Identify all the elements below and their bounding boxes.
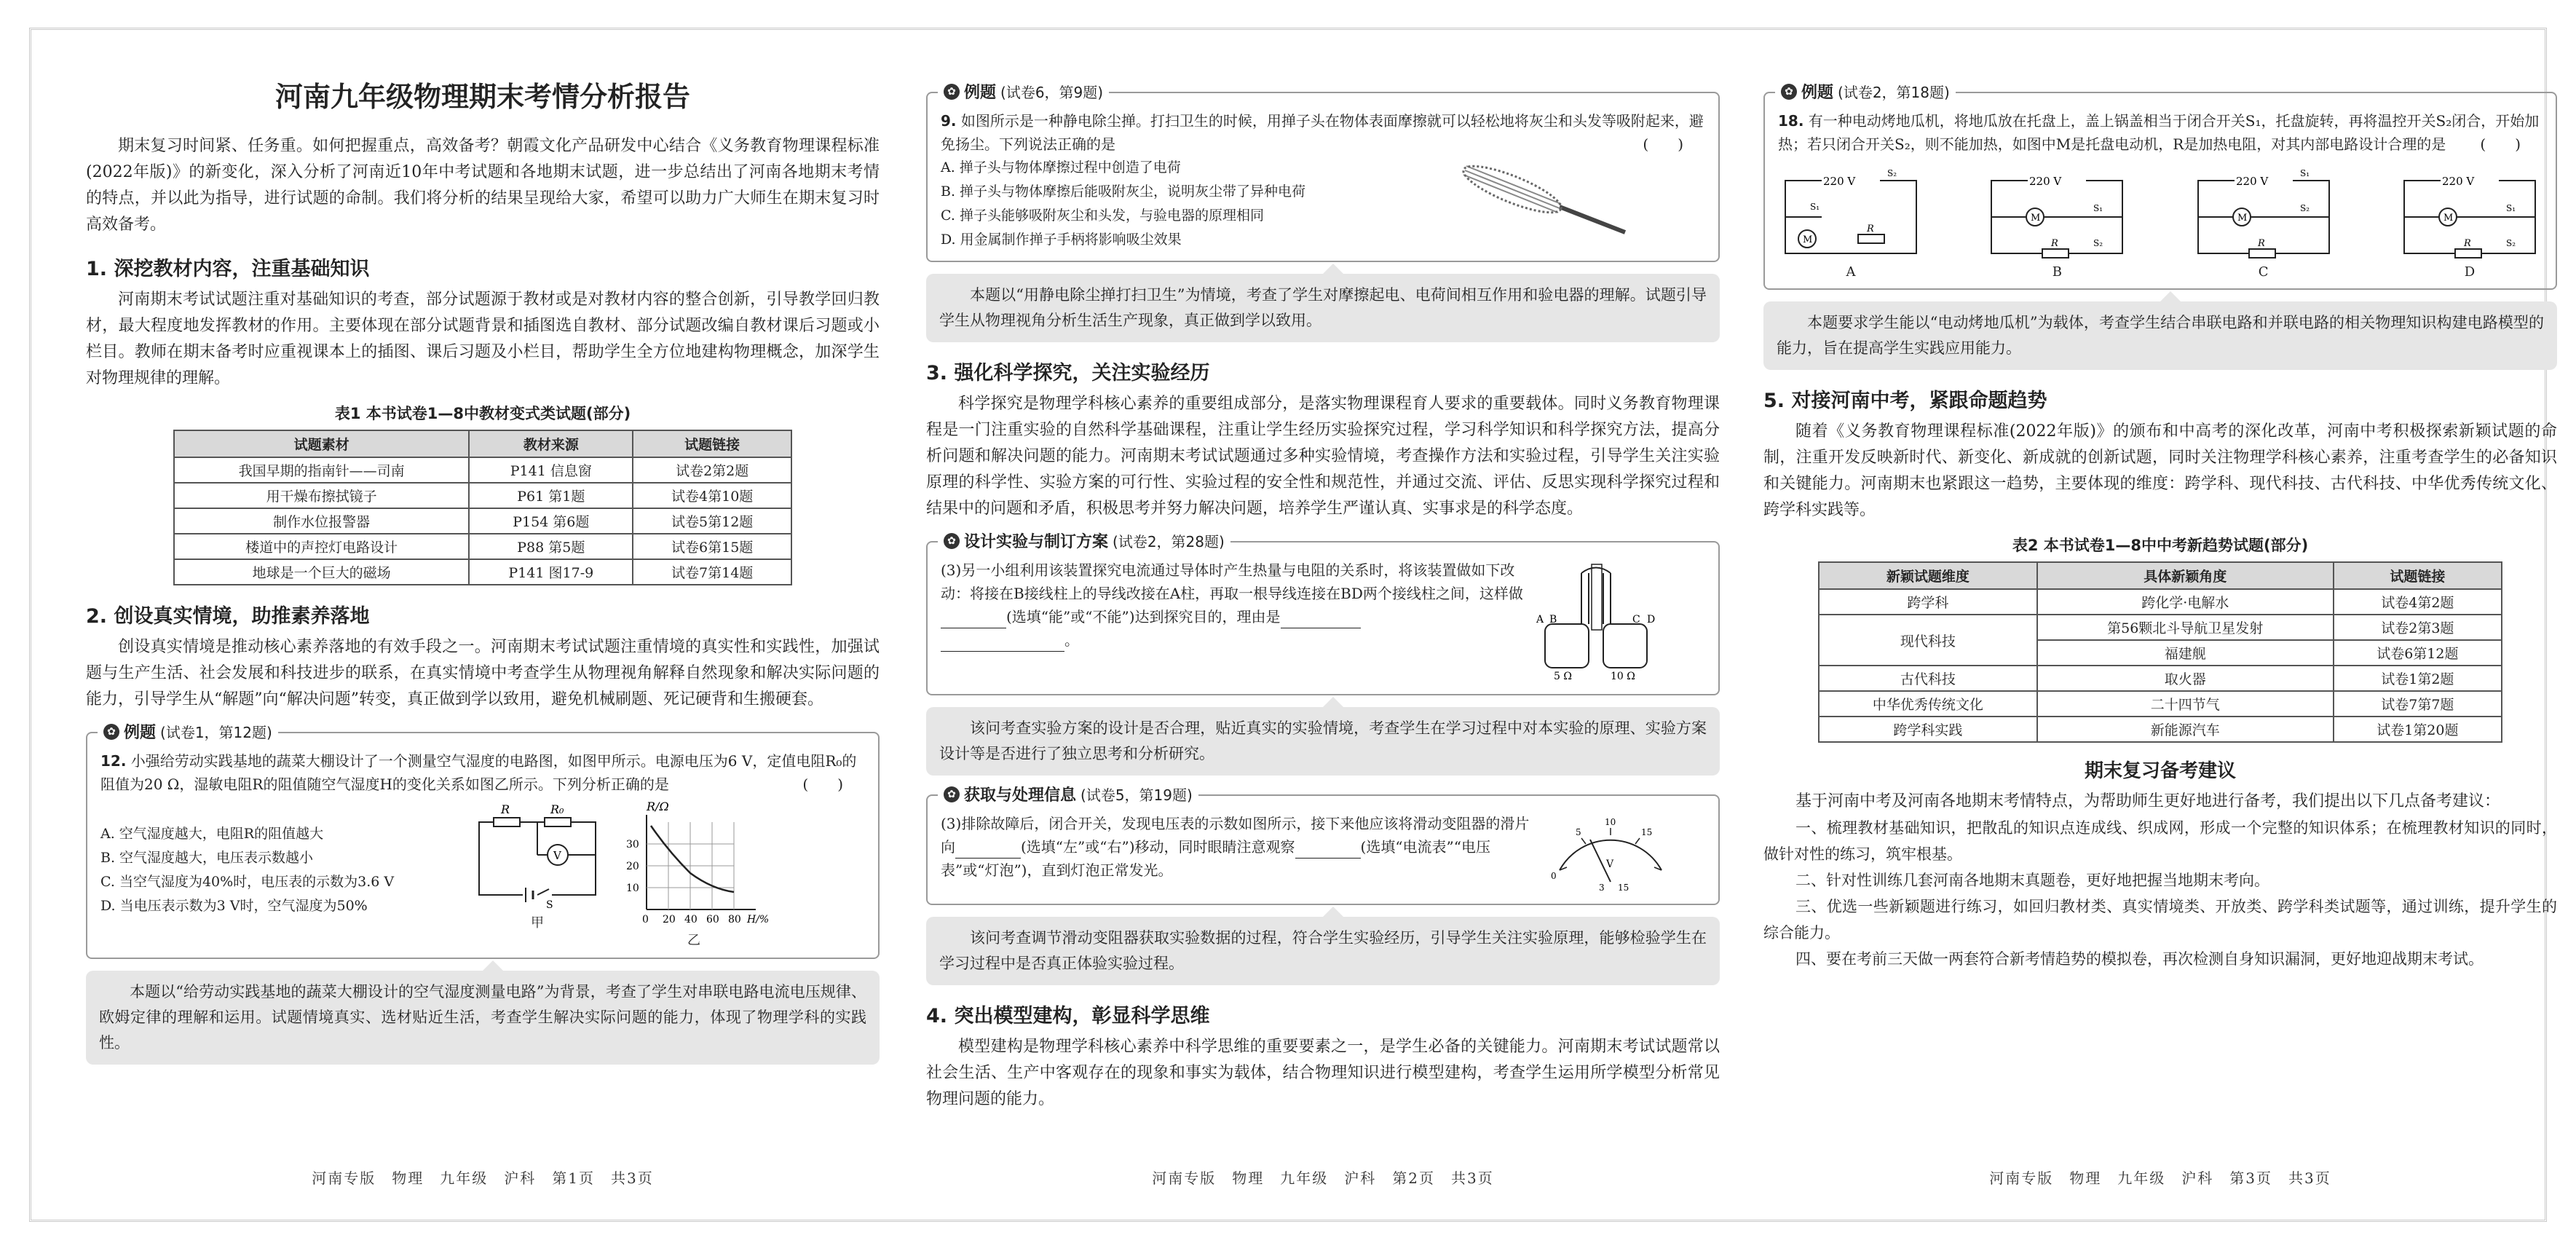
switch-label: S₂ <box>2093 238 2103 248</box>
apparatus-figure <box>1523 559 1705 685</box>
label-s: S <box>546 899 553 909</box>
table-cell: 制作水位报警器 <box>174 508 469 534</box>
gear-icon: ✿ <box>944 786 960 802</box>
question-text: 小强给劳动实践基地的蔬菜大棚设计了一个测量空气湿度的电路图，如图甲所示。电源电压为6 V，定值电阻R₀的阻值为20 Ω，湿敏电阻R的阻值随空气湿度H的变化关系如图乙所示。下列分析正确的是 <box>100 752 857 793</box>
voltage-label: 220 V <box>2441 175 2475 188</box>
column-2 <box>926 52 1720 1167</box>
gear-icon: ✿ <box>103 724 119 740</box>
table-cell: 试卷6第12题 <box>2334 640 2502 666</box>
table-cell: 地球是一个巨大的磁场 <box>174 559 469 585</box>
table-row <box>174 559 791 585</box>
voltage-label: 220 V <box>2029 175 2062 188</box>
option-d: D. 用金属制作掸子手柄将影响吸尘效果 <box>941 232 1182 248</box>
table-cell: 用干燥布擦拭镜子 <box>174 483 469 508</box>
table-cell: 楼道中的声控灯电路设计 <box>174 534 469 559</box>
switch-label: S₂ <box>1887 168 1897 178</box>
table-row <box>1819 589 2502 615</box>
table-cell: 古代科技 <box>1819 666 2037 691</box>
table-cell: 试卷4第2题 <box>2334 589 2502 615</box>
graph-figure-yi <box>610 800 778 949</box>
resistor-label: R <box>2257 238 2265 249</box>
circuit-option-c <box>2191 166 2336 280</box>
answer-blank[interactable] <box>941 612 1006 628</box>
section-5-title: 5. 对接河南中考，紧跟命题趋势 <box>1763 390 2047 412</box>
table-cell: 现代科技 <box>1819 615 2037 666</box>
example-source: (试卷2，第28题) <box>1113 533 1225 550</box>
resistor-label: 10 Ω <box>1611 671 1635 682</box>
example-label <box>938 529 1230 552</box>
question-number: 9. <box>941 112 957 130</box>
table-header: 教材来源 <box>469 430 633 457</box>
gear-icon: ✿ <box>944 533 960 549</box>
column-1 <box>86 52 880 1167</box>
example-source: (试卷5，第19题) <box>1080 786 1193 804</box>
example-label-text: 例题 <box>1801 84 1834 102</box>
example-label-text: 设计实验与制订方案 <box>964 533 1109 551</box>
table-cell: 新能源汽车 <box>2037 717 2334 742</box>
question-text: 如图所示是一种静电除尘掸。打扫卫生的时候，用掸子头在物体表面摩擦就可以轻松地将灰尘和头发等吸附起来，避免扬尘。下列说法正确的是 <box>941 112 1704 153</box>
motor-label: M <box>2237 213 2247 224</box>
example-source: (试卷2，第18题) <box>1838 84 1950 101</box>
label-r0: R₀ <box>550 802 564 816</box>
voltage-label: 220 V <box>2235 175 2268 188</box>
example-source: (试卷1，第12题) <box>160 724 272 741</box>
table-cell: P88 第5题 <box>469 534 633 559</box>
table-cell: 跨学科 <box>1819 589 2037 615</box>
answer-paren: ( ) <box>802 776 843 793</box>
x-tick: 40 <box>684 914 698 926</box>
motor-label: M <box>2031 213 2041 224</box>
table-1-caption: 表1 本书试卷1—8中教材变式类试题(部分) <box>334 405 631 422</box>
table-1 <box>173 430 792 585</box>
example-label <box>1775 80 1956 103</box>
intro-paragraph: 期末复习时间紧、任务重。如何把握重点，高效备考？朝霞文化产品研发中心结合《义务教育物理课程标准(2022年版)》的新变化，深入分析了河南近10年中考试题和各地期末试题，进一步总结出了河南各地期末考情的特点，并以此为指导，进行试题的命制。我们将分析的结果呈现给大家，希望可以助力广大师生在期末复习时高效备考。 <box>86 137 880 234</box>
table-2-caption: 表2 本书试卷1—8中中考新趋势试题(部分) <box>2012 537 2309 554</box>
option-label: B <box>2052 264 2062 280</box>
meter-tick: 0 <box>1551 871 1557 881</box>
switch-label: S₁ <box>1810 202 1820 212</box>
question-number: 12. <box>100 752 127 770</box>
table-cell: P154 第6题 <box>469 508 633 534</box>
option-d: D. 当电压表示数为3 V时，空气湿度为50% <box>100 898 368 914</box>
table-cell: 取火器 <box>2037 666 2334 691</box>
example-label-text: 例题 <box>964 84 997 102</box>
section-2-title: 2. 创设真实情境，助推素养落地 <box>86 605 370 628</box>
table-cell: 试卷7第14题 <box>633 559 791 585</box>
question-12 <box>100 749 865 796</box>
question-text: (3)排除故障后，闭合开关，发现电压表的示数如图所示，接下来他应该将滑动变阻器的滑片向 <box>941 815 1530 856</box>
analysis-note: 本题以“用静电除尘掸打扫卫生”为情境，考查了学生对摩擦起电、电荷间相互作用和验电器的理解。试题引导学生从物理视角分析生活生产现象，真正做到学以致用。 <box>926 274 1720 342</box>
figure-yi-label: 乙 <box>687 933 700 948</box>
example-label <box>938 783 1198 805</box>
advice-item: 二、针对性训练几套河南各地期末真题卷，更好地把握当地期末考向。 <box>1795 872 2269 889</box>
option-label: C <box>2258 264 2269 280</box>
table-row <box>1819 717 2502 742</box>
question-text: 有一种电动烤地瓜机，将地瓜放在托盘上，盖上锅盖相当于闭合开关S₁，托盘旋转，再将温控开关S₂闭合，开始加热；若只闭合开关S₂，则不能加热，如图中M是托盘电动机，R是加热电阻，对其内部电路设计合理的是 <box>1778 112 2540 153</box>
table-cell: 跨化学·电解水 <box>2037 589 2334 615</box>
table-row <box>1819 691 2502 717</box>
gear-icon: ✿ <box>944 84 960 100</box>
example-box-q18 <box>1763 84 2557 290</box>
footer-page-2: 河南专版 物理 九年级 沪科 第2页 共3页 <box>1152 1169 1494 1187</box>
example-box-q19 <box>926 786 1720 905</box>
switch-label: S₂ <box>2505 238 2516 248</box>
table-cell: 试卷2第2题 <box>633 457 791 483</box>
example-source: (试卷6，第9题) <box>1000 84 1104 101</box>
table-cell: P141 信息窗 <box>469 457 633 483</box>
table-cell: 试卷4第10题 <box>633 483 791 508</box>
answer-blank[interactable] <box>941 636 1064 652</box>
table-cell: 试卷2第3题 <box>2334 615 2502 640</box>
column-3 <box>1763 52 2557 1167</box>
meter-tick: 10 <box>1605 817 1616 827</box>
label-v: V <box>553 849 561 862</box>
question-text: (选填“能”或“不能”)达到探究目的，理由是 <box>1006 608 1281 626</box>
option-c: C. 当空气湿度为40%时，电压表的示数为3.6 V <box>100 874 395 890</box>
table-cell: 第56颗北斗导航卫星发射 <box>2037 615 2334 640</box>
option-c: C. 掸子头能够吸附灰尘和头发，与验电器的原理相同 <box>941 208 1264 224</box>
section-3-title: 3. 强化科学探究，关注实验经历 <box>926 362 1210 384</box>
y-tick: 10 <box>626 883 639 894</box>
section-4-text: 模型建构是物理学科核心素养中科学思维的重要要素之一，是学生必备的关键能力。河南期末考试试题常以社会生活、生产中客观存在的现象和事实为载体，结合物理知识进行模型建构，考查学生运用所学模型分析常见物理问题的能力。 <box>926 1038 1720 1108</box>
option-b: B. 掸子头与物体摩擦后能吸附灰尘，说明灰尘带了异种电荷 <box>941 183 1306 200</box>
gear-icon: ✿ <box>1781 84 1797 100</box>
circuit-options <box>1778 166 2543 280</box>
section-4-title: 4. 突出模型建构，彰显科学思维 <box>926 1005 1210 1027</box>
table-cell: 试卷7第7题 <box>2334 691 2502 717</box>
question-18 <box>1778 109 2543 156</box>
x-tick: 20 <box>663 914 676 926</box>
table-row <box>1819 666 2502 691</box>
question-19 <box>941 812 1538 895</box>
meter-unit: V <box>1606 859 1614 870</box>
voltage-label: 220 V <box>1823 175 1856 188</box>
table-header: 试题链接 <box>633 430 791 457</box>
footer-page-1: 河南专版 物理 九年级 沪科 第1页 共3页 <box>312 1169 654 1187</box>
figure-jia-label: 甲 <box>531 915 544 931</box>
meter-terminal: 3 <box>1599 883 1605 892</box>
option-label: D <box>2464 264 2476 280</box>
answer-blank[interactable] <box>1295 842 1361 859</box>
label-r: R <box>501 802 510 816</box>
answer-blank[interactable] <box>955 842 1021 859</box>
table-cell: 试卷1第20题 <box>2334 717 2502 742</box>
option-a: A. 空气湿度越大，电阻R的阻值越大 <box>100 826 324 842</box>
resistor-label: R <box>2051 238 2059 249</box>
meter-tick: 15 <box>1641 827 1653 837</box>
advice-item: 三、优选一些新颖题进行练习，如回归教材类、真实情境类、开放类、跨学科类试题等，通过训练，提升学生的综合能力。 <box>1763 898 2557 942</box>
advice-intro: 基于河南中考及河南各地期末考情特点，为帮助师生更好地进行备考，我们提出以下几点备考建议： <box>1795 792 2501 810</box>
table-cell: 中华优秀传统文化 <box>1819 691 2037 717</box>
switch-label: S₂ <box>2299 203 2310 213</box>
option-label: A <box>1846 264 1856 280</box>
section-3-text: 科学探究是物理学科核心素养的重要组成部分，是落实物理课程育人要求的重要载体。同时义务教育物理课程是一门注重实验的自然科学基础课程，注重让学生经历实验探究过程，学习科学知识和科学探究方法，提高分析问题和解决问题的能力。河南期末考试试题通过多种实验情境，考查操作方法和实验过程，引导学生关注实验原理的科学性、实验方案的可行性、实验过程的安全性和规范性，并通过交流、评估、反思实现科学探究过程和结果中的问题和矛盾，积极思考并努力解决问题，培养学生严谨认真、实事求是的科学态度。 <box>926 395 1720 518</box>
resistor-label: R <box>2463 238 2471 249</box>
section-5-text: 随着《义务教育物理课程标准(2022年版)》的颁布和中高考的深化改革，河南中考积极探索新颖试题的命制，注重开发反映新时代、新变化、新成就的创新试题，同时关注物理学科核心素养，注重考查学生的必备知识和关键能力。河南期末也紧跟这一趋势，主要体现的维度：跨学科、现代科技、古代科技、中华优秀传统文化、跨学科实践等。 <box>1763 422 2557 519</box>
graph-xlabel: H/% <box>747 914 770 926</box>
example-label-text: 例题 <box>124 724 157 742</box>
circuit-option-d <box>2397 166 2543 280</box>
table-header: 新颖试题维度 <box>1819 562 2037 589</box>
table-header: 具体新颖角度 <box>2037 562 2334 589</box>
section-2-text: 创设真实情境是推动核心素养落地的有效手段之一。河南期末考试试题注重情境的真实性和实践性，加强试题与生产生活、社会发展和科技进步的联系，在真实情境中考查学生从物理视角解释自然现象和解决实际问题的能力，引导学生从“解题”向“解决问题”转变，真正做到学以致用，避免机械刷题、死记硬背和生搬硬套。 <box>86 638 880 709</box>
table-header: 试题素材 <box>174 430 469 457</box>
question-28: (3)另一小组利用该装置探究电流通过导体时产生热量与电阻的关系时，将该装置做如下改动：将接在B接线柱上的导线改接在A柱，再取一根导线连接在BD两个接线柱之间，这样做(选填“能”或“不能”)达到探究目的，理由是 。 <box>941 559 1523 685</box>
table-cell: P141 图17-9 <box>469 559 633 585</box>
table-cell: P61 第1题 <box>469 483 633 508</box>
y-tick: 20 <box>626 861 639 872</box>
answer-paren: ( ) <box>1643 135 1683 153</box>
question-text: (选填“左”或“右”)移动，同时眼睛注意观察 <box>1021 838 1295 856</box>
switch-label: S₁ <box>2093 203 2103 213</box>
x-tick: 60 <box>706 914 719 926</box>
x-tick: 80 <box>728 914 741 926</box>
question-text: (3)另一小组利用该装置探究电流通过导体时产生热量与电阻的关系时，将该装置做如下改动：将接在B接线柱上的导线改接在A柱，再取一根导线连接在BD两个接线柱之间，这样做 <box>941 561 1523 602</box>
question-9 <box>941 109 1705 156</box>
table-cell: 试卷5第12题 <box>633 508 791 534</box>
table-row <box>174 457 791 483</box>
circuit-option-a <box>1778 166 1924 280</box>
table-cell: 我国早期的指南针——司南 <box>174 457 469 483</box>
x-tick: 0 <box>642 914 649 926</box>
table-cell: 二十四节气 <box>2037 691 2334 717</box>
footer-page-3: 河南专版 物理 九年级 沪科 第3页 共3页 <box>1989 1169 2331 1187</box>
section-1-text: 河南期末考试试题注重对基础知识的考查，部分试题源于教材或是对教材内容的整合创新，引导教学回归教材，最大程度地发挥教材的作用。主要体现在部分试题背景和插图选自教材、部分试题改编自教材课后习题或小栏目。教师在期末备考时应重视课本上的插图、课后习题及小栏目，帮助学生全方位地建构物理概念，加深学生对物理规律的理解。 <box>86 291 880 387</box>
motor-label: M <box>2443 213 2454 224</box>
table-cell: 跨学科实践 <box>1819 717 2037 742</box>
section-1-title: 1. 深挖教材内容，注重基础知识 <box>86 258 370 280</box>
table-row <box>174 483 791 508</box>
terminal-label: B <box>1549 614 1557 626</box>
meter-tick: 5 <box>1576 827 1581 837</box>
table-header: 试题链接 <box>2334 562 2502 589</box>
terminal-label: C <box>1632 614 1640 626</box>
circuit-option-b <box>1984 166 2130 280</box>
example-label <box>938 80 1109 103</box>
voltmeter-figure <box>1538 812 1705 895</box>
table-cell: 试卷1第2题 <box>2334 666 2502 691</box>
meter-terminal: 15 <box>1618 883 1629 892</box>
example-box-q28 <box>926 533 1720 695</box>
table-cell: 试卷6第15题 <box>633 534 791 559</box>
duster-figure <box>1450 156 1705 252</box>
analysis-note: 该问考查实验方案的设计是否合理，贴近真实的实验情境，考查学生在学习过程中对本实验的原理、实验方案设计等是否进行了独立思考和分析研究。 <box>926 707 1720 776</box>
y-tick: 30 <box>626 839 639 851</box>
switch-label: S₁ <box>2505 203 2516 213</box>
question-text: (选填“电流表”“电压表”或“灯泡”)，直到灯泡正常发光。 <box>941 838 1490 879</box>
graph-ylabel: R/Ω <box>647 800 669 813</box>
answer-blank[interactable] <box>1281 612 1361 628</box>
advice-title: 期末复习备考建议 <box>2084 760 2236 782</box>
report-title: 河南九年级物理期末考情分析报告 <box>274 81 690 113</box>
table-2 <box>1818 561 2502 743</box>
terminal-label: D <box>1647 614 1656 626</box>
terminal-label: A <box>1536 614 1544 626</box>
example-box-q12 <box>86 724 880 959</box>
switch-label: S₁ <box>2299 168 2310 178</box>
answer-paren: ( ) <box>2480 135 2521 153</box>
table-row <box>174 534 791 559</box>
example-box-q9 <box>926 84 1720 262</box>
table-row <box>1819 615 2502 640</box>
analysis-note: 本题要求学生能以“电动烤地瓜机”为载体，考查学生结合串联电路和并联电路的相关物理知识构建电路模型的能力，旨在提高学生实践应用能力。 <box>1763 301 2557 370</box>
option-b: B. 空气湿度越大，电压表示数越小 <box>100 850 314 866</box>
table-cell: 福建舰 <box>2037 640 2334 666</box>
table-row <box>174 508 791 534</box>
resistor-label: 5 Ω <box>1554 671 1572 682</box>
circuit-figure-jia <box>465 800 610 949</box>
resistor-label: R <box>1867 224 1874 234</box>
analysis-note: 本题以“给劳动实践基地的蔬菜大棚设计的空气湿度测量电路”为背景，考查了学生对串联电路电流电压规律、欧姆定律的理解和运用。试题情境真实、选材贴近生活，考查学生解决实际问题的能力，体现了物理学科的实践性。 <box>86 971 880 1065</box>
advice-item: 四、要在考前三天做一两套符合新考情趋势的模拟卷，再次检测自身知识漏洞，更好地迎战期末考试。 <box>1795 950 2484 968</box>
motor-label: M <box>1803 234 1813 245</box>
option-a: A. 掸子头与物体摩擦过程中创造了电荷 <box>941 159 1181 175</box>
example-label-text: 获取与处理信息 <box>964 786 1077 805</box>
example-label <box>98 720 278 743</box>
question-number: 18. <box>1778 112 1804 130</box>
analysis-note: 该问考查调节滑动变阻器获取实验数据的过程，符合学生实验经历，引导学生关注实验原理，能够检验学生在学习过程中是否真正体验实验过程。 <box>926 917 1720 985</box>
advice-item: 一、梳理教材基础知识，把散乱的知识点连成线、织成网，形成一个完整的知识体系；在梳理教材知识的同时，做针对性的练习，筑牢根基。 <box>1763 819 2557 863</box>
